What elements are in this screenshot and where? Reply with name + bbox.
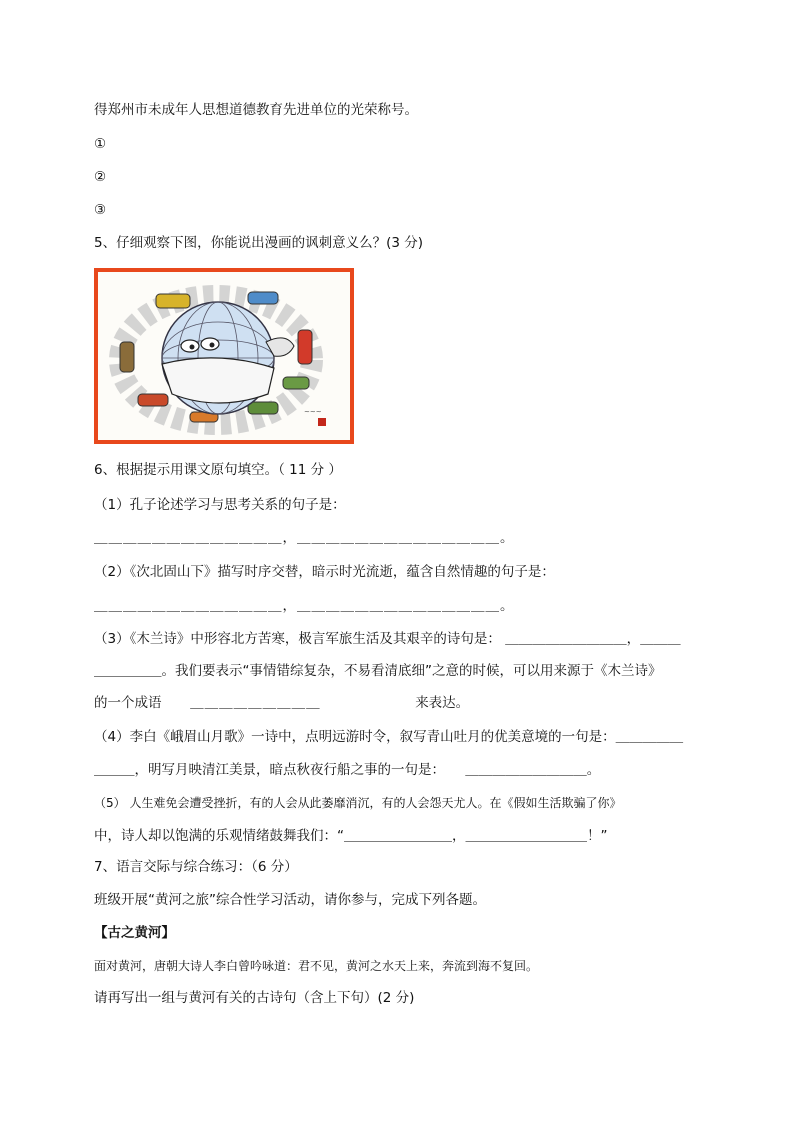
item-2-blank[interactable]: ＿＿＿＿＿＿＿＿＿＿＿＿＿，＿＿＿＿＿＿＿＿＿＿＿＿＿＿。: [94, 598, 515, 614]
globe-wearing-mask-cartoon-icon: [98, 272, 350, 440]
item-5-line-1: （5） 人生难免会遭受挫折，有的人会从此萎靡消沉，有的人会怨天尤人。在《假如生活欺骗了你》: [94, 796, 622, 810]
choice-3: ③: [94, 202, 107, 218]
question-7: 7、语言交际与综合练习：（6 分）: [94, 859, 298, 875]
poem-quote: 面对黄河，唐朝大诗人李白曾吟咏道：君不见，黄河之水天上来，奔流到海不复回。: [94, 959, 539, 973]
section-heading: 【古之黄河】: [94, 925, 175, 941]
item-3-line-1: （3）《木兰诗》中形容北方苦寒，极言军旅生活及其艰辛的诗句是： ＿＿＿＿＿＿＿＿＿，＿＿＿: [94, 631, 681, 647]
text-line: 得郑州市未成年人思想道德教育先进单位的光荣称号。: [94, 102, 418, 118]
item-3-line-3: [94, 693, 704, 713]
item-1-prompt: （1）孔子论述学习与思考关系的句子是：: [94, 497, 346, 513]
item-4-line-2: ＿＿＿，明写月映清江美景，暗点秋夜行船之事的一句是： ＿＿＿＿＿＿＿＿＿。: [94, 762, 601, 778]
satire-cartoon-image: [94, 268, 354, 444]
choice-2: ②: [94, 169, 107, 185]
item-4-line-1: （4）李白《峨眉山月歌》一诗中，点明远游时令，叙写青山吐月的优美意境的一句是：＿＿＿＿＿: [94, 729, 684, 745]
idiom-prompt: 的一个成语: [94, 695, 162, 711]
item-1-blank[interactable]: ＿＿＿＿＿＿＿＿＿＿＿＿＿，＿＿＿＿＿＿＿＿＿＿＿＿＿＿。: [94, 530, 515, 546]
choice-1: ①: [94, 136, 107, 152]
question-5: 5、仔细观察下图，你能说出漫画的讽刺意义么？(3 分): [94, 235, 424, 251]
idiom-suffix: 来表达。: [415, 695, 470, 711]
item-2-prompt: （2）《次北固山下》描写时序交替，暗示时光流逝，蕴含自然情趣的句子是：: [94, 564, 555, 580]
idiom-blank[interactable]: ＿＿＿＿＿＿＿＿＿: [190, 695, 321, 711]
question-7-intro: 班级开展“黄河之旅”综合性学习活动，请你参与，完成下列各题。: [94, 892, 486, 908]
question-6: 6、根据提示用课文原句填空。（ 11 分 ）: [94, 462, 342, 478]
item-3-line-2: ＿＿＿＿＿。我们要表示“事情错综复杂，不易看清底细”之意的时候，可以用来源于《木兰诗》: [94, 663, 662, 679]
item-5-line-2: 中，诗人却以饱满的乐观情绪鼓舞我们：“＿＿＿＿＿＿＿＿，＿＿＿＿＿＿＿＿＿！”: [94, 828, 608, 844]
svg-text:~~~: ~~~: [304, 408, 322, 416]
question-7-part-a: 请再写出一组与黄河有关的古诗句（含上下句）(2 分): [94, 990, 415, 1006]
